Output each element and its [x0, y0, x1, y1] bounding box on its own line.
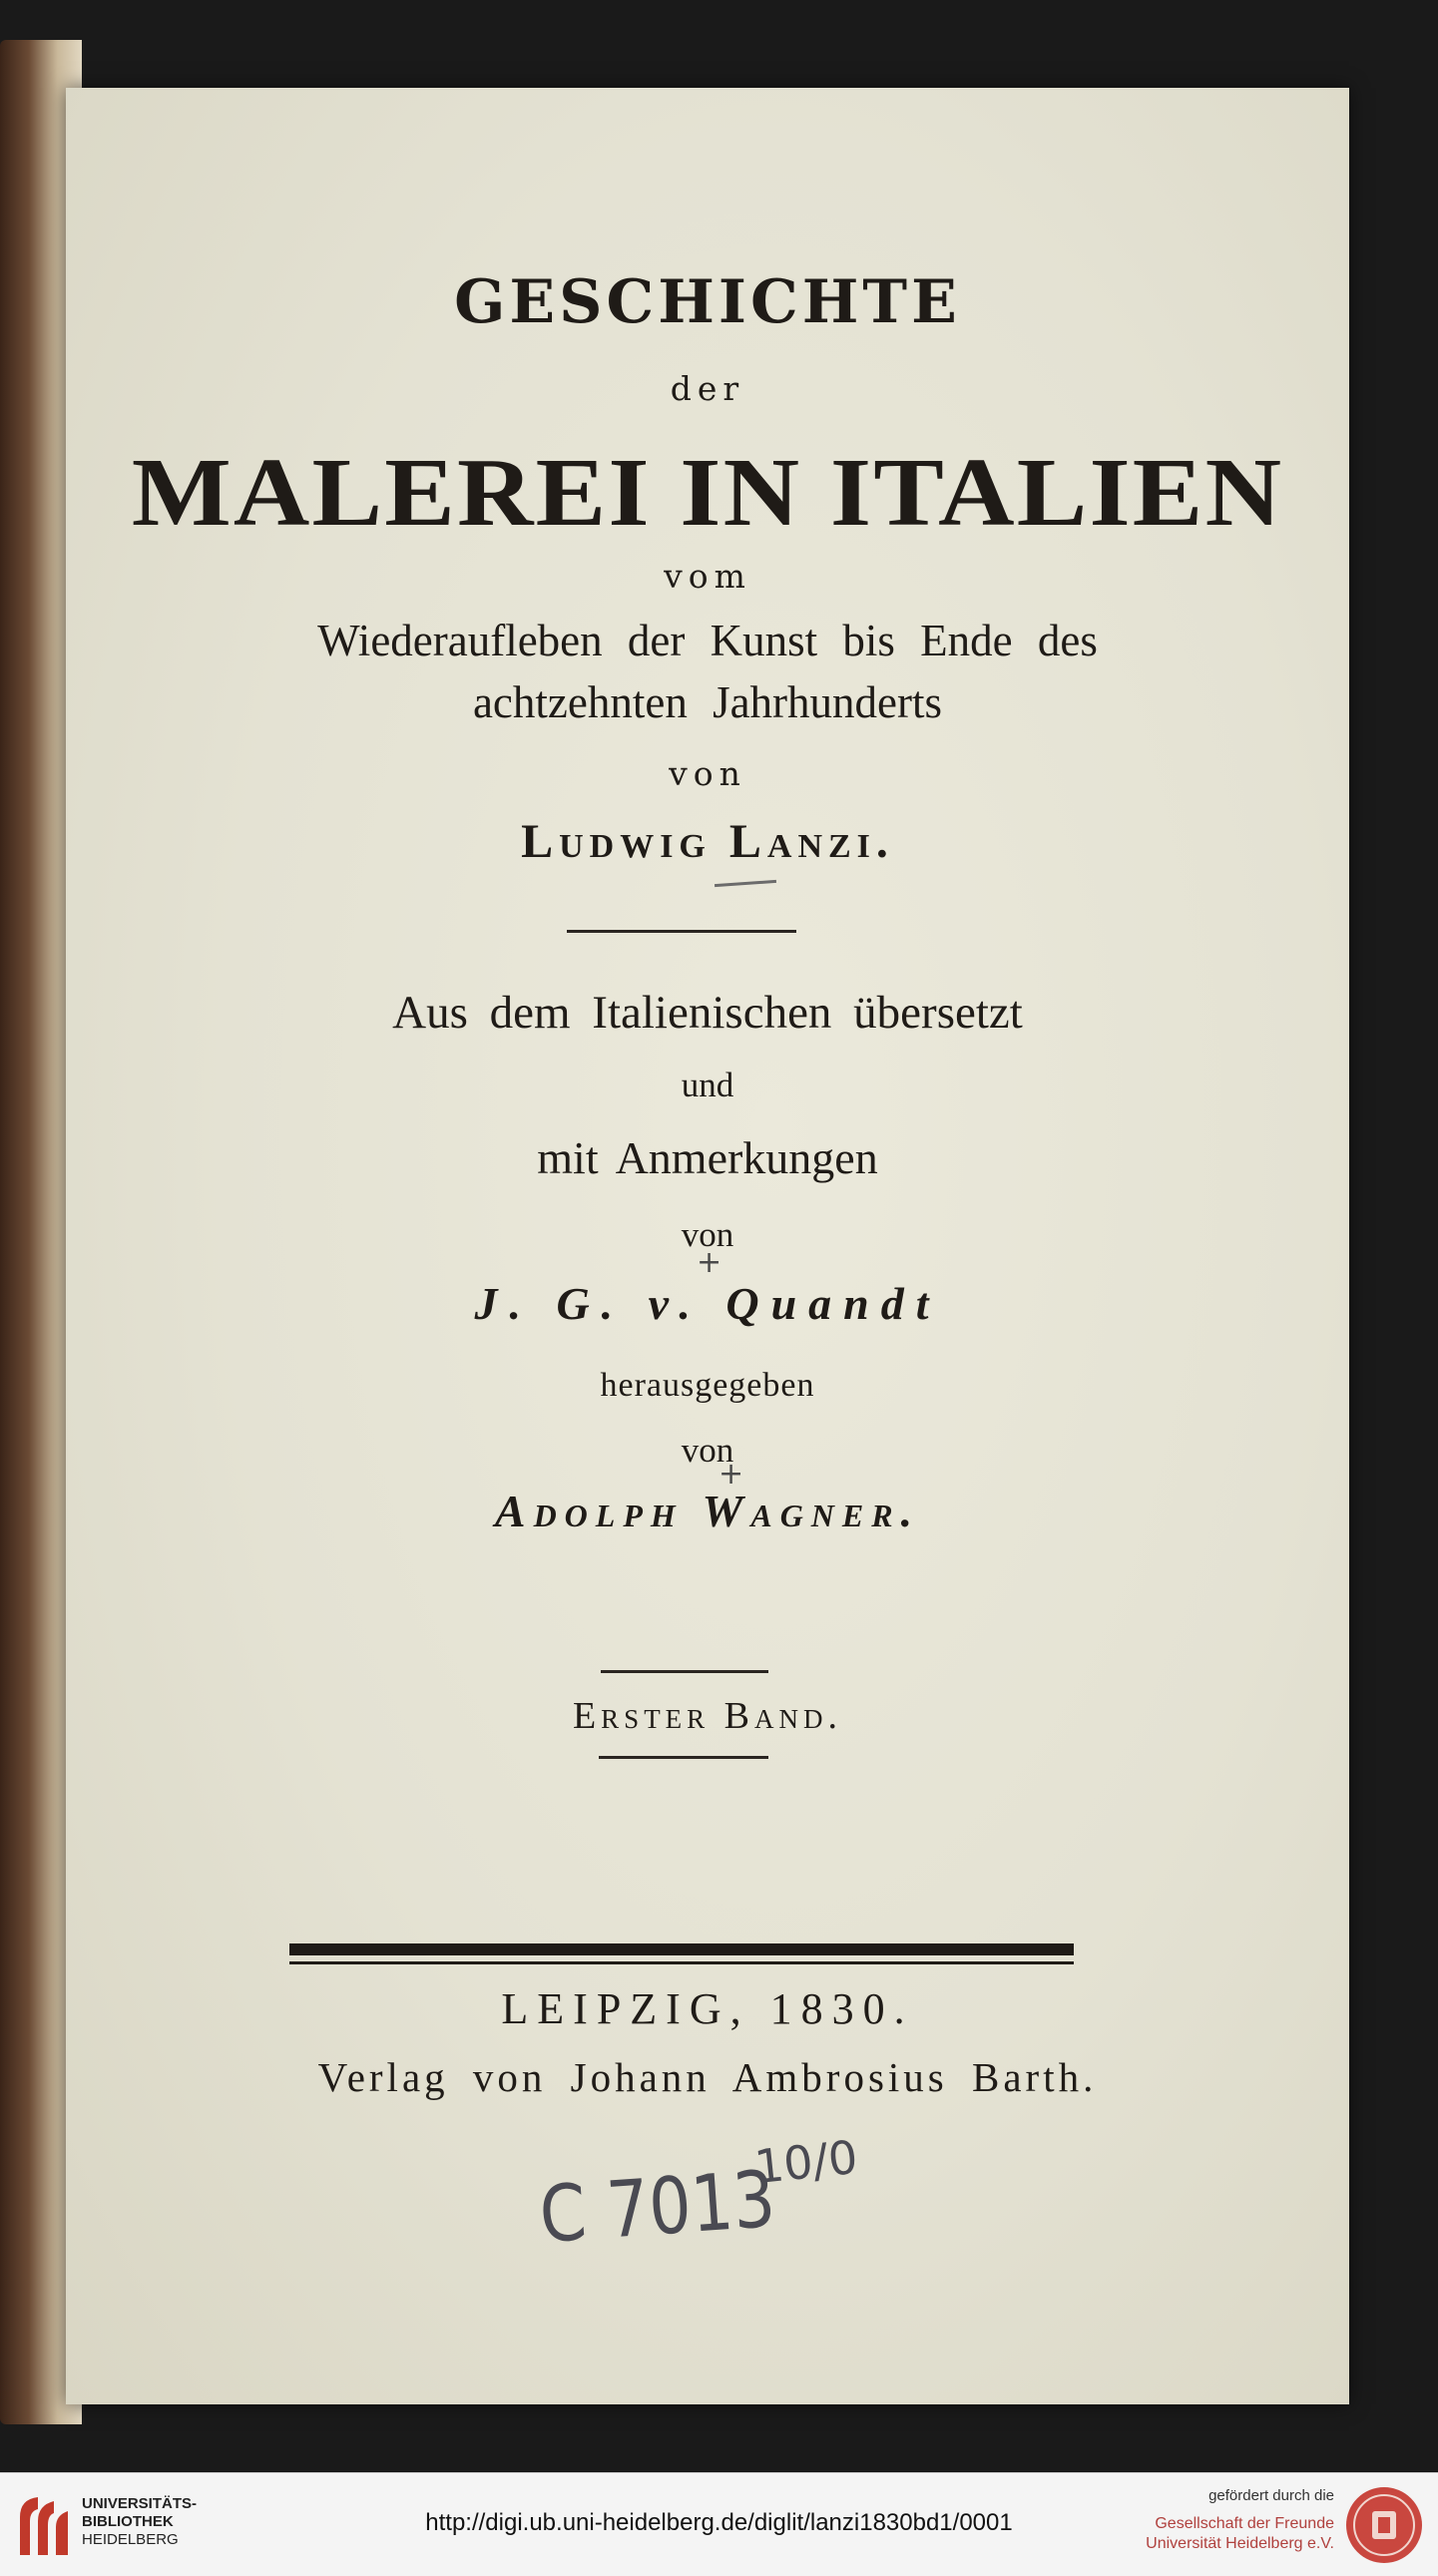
von-label-3: von — [681, 1431, 734, 1470]
library-name-line-3: HEIDELBERG — [82, 2531, 179, 2548]
title-vom: vom — [664, 557, 751, 596]
subtitle-line-2: achtzehnten Jahrhunderts — [472, 677, 943, 727]
divider-rule-1 — [567, 930, 796, 933]
sponsor-block — [1146, 2487, 1334, 2554]
translator-name: J. G. v. Quandt — [474, 1278, 941, 1329]
divider-rule-3 — [599, 1756, 768, 1759]
von-label-2: von — [681, 1215, 734, 1254]
imprint-publisher: Verlag von Johann Ambrosius Barth. — [317, 2054, 1098, 2100]
translation-line-2: mit Anmerkungen — [537, 1132, 878, 1183]
pencil-cross-2: + — [719, 1457, 744, 1492]
library-name-line-1: UNIVERSITÄTS- — [82, 2495, 198, 2512]
imprint-thin-rule — [289, 1961, 1074, 1964]
pencil-cross-1: + — [697, 1245, 722, 1280]
sponsor-name-line-1: Gesellschaft der Freunde — [1155, 2515, 1334, 2532]
editor-name: Adolph Wagner. — [494, 1486, 921, 1536]
library-name-line-2: BIBLIOTHEK — [82, 2513, 174, 2530]
sponsor-name-line-2: Universität Heidelberg e.V. — [1146, 2535, 1334, 2552]
shelfmark-fraction: 10/0 — [751, 2129, 860, 2195]
shelfmark-handwriting: C 7013 — [536, 2154, 778, 2262]
title-der: der — [670, 369, 745, 408]
und-label: und — [681, 1066, 734, 1104]
volume-label: Erster Band. — [572, 1695, 843, 1737]
author-name: Ludwig Lanzi. — [521, 815, 894, 868]
imprint-thick-rule — [289, 1943, 1074, 1955]
sponsor-label: gefördert durch die — [1208, 2487, 1334, 2504]
title-line-2: MALEREI IN ITALIEN — [131, 439, 1284, 547]
pencil-underline — [715, 880, 776, 887]
viewer-footer — [0, 2472, 1438, 2576]
translation-line-1: Aus dem Italienischen übersetzt — [392, 987, 1023, 1039]
divider-rule-2 — [601, 1670, 768, 1673]
subtitle-line-1: Wiederaufleben der Kunst bis Ende des — [317, 616, 1098, 665]
von-label-1: von — [669, 754, 746, 793]
title-line-1: GESCHICHTE — [454, 267, 961, 337]
title-page — [66, 88, 1349, 2404]
imprint-city-year: LEIPZIG, 1830. — [501, 1984, 914, 2033]
herausgegeben-label: herausgegeben — [600, 1367, 815, 1404]
university-seal-icon — [1344, 2485, 1424, 2565]
permalink-url[interactable]: http://digi.ub.uni-heidelberg.de/diglit/lanzi1830bd1/0001 — [425, 2509, 1013, 2536]
